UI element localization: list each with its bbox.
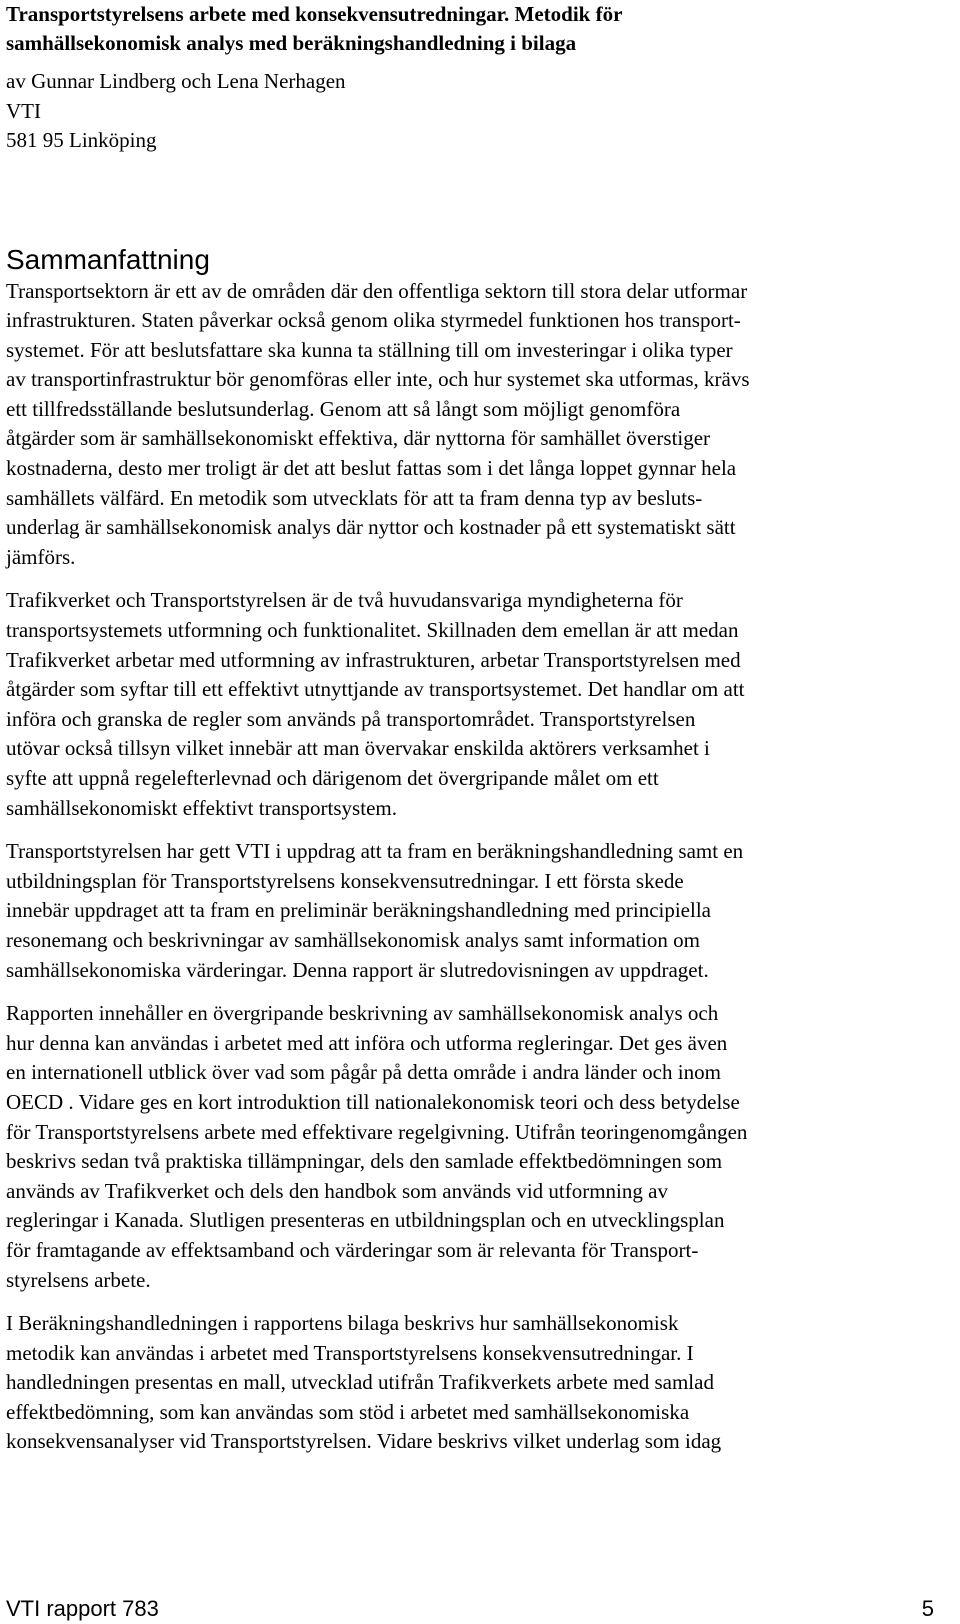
paragraph-line: används av Trafikverket och dels den handbok som används vid utformning av — [6, 1178, 668, 1203]
paragraph-line: regleringar i Kanada. Slutligen presenteras en utbildningsplan och en utvecklingsplan — [6, 1208, 725, 1233]
report-label: VTI rapport 783 — [6, 1596, 159, 1621]
author-names: av Gunnar Lindberg och Lena Nerhagen — [6, 69, 346, 93]
paragraph-line: Trafikverket arbetar med utformning av infrastrukturen, arbetar Transportstyrelsen med — [6, 647, 741, 672]
author-block — [6, 67, 936, 156]
paragraph-line: konsekvensanalyser vid Transportstyrelsen. Vidare beskrivs vilket underlag som idag — [6, 1429, 722, 1454]
title-line: Transportstyrelsens arbete med konsekvensutredningar. Metodik för — [6, 2, 623, 26]
paragraph-line: åtgärder som syftar till ett effektivt utnyttjande av transportsystemet. Det handlar om att — [6, 677, 745, 702]
paragraph-line: ett tillfredsställande beslutsunderlag. Genom att så långt som möjligt genomföra — [6, 396, 681, 421]
paragraph-line: beskrivs sedan två praktiska tillämpningar, dels den samlade effektbedömningen som — [6, 1149, 723, 1174]
paragraph-line: transportsystemets utformning och funktionalitet. Skillnaden dem emellan är att medan — [6, 618, 739, 643]
paragraph-line: Trafikverket och Transportstyrelsen är de två huvudansvariga myndigheterna för — [6, 588, 683, 613]
document-title — [6, 0, 936, 58]
paragraph — [6, 277, 936, 573]
address: 581 95 Linköping — [6, 128, 157, 152]
paragraph-line: resonemang och beskrivningar av samhällsekonomisk analys samt information om — [6, 927, 701, 952]
document-page — [6, 0, 936, 1457]
paragraph-line: systemet. För att beslutsfattare ska kunna ta ställning till om investeringar i olika typer — [6, 337, 733, 362]
paragraph-line: hur denna kan användas i arbetet med att införa och utforma regleringar. Det ges även — [6, 1030, 728, 1055]
page-number: 5 — [921, 1596, 934, 1621]
paragraph-line: Rapporten innehåller en övergripande beskrivning av samhällsekonomisk analys och — [6, 1001, 719, 1026]
section-heading: Sammanfattning — [6, 243, 210, 275]
paragraph-line: av transportinfrastruktur bör genomföras eller inte, och hur systemet ska utformas, krävs — [6, 367, 750, 392]
title-line: samhällsekonomisk analys med beräkningshandledning i bilaga — [6, 31, 577, 55]
paragraph-line: åtgärder som är samhällsekonomiskt effektiva, där nyttorna för samhället överstiger — [6, 426, 711, 451]
paragraph-line: Transportsektorn är ett av de områden där den offentliga sektorn till stora delar utformar — [6, 278, 748, 303]
paragraph-line: Transportstyrelsen har gett VTI i uppdrag att ta fram en beräkningshandledning samt en — [6, 839, 744, 864]
paragraph-line: effektbedömning, som kan användas som stöd i arbetet med samhällsekonomiska — [6, 1399, 690, 1424]
paragraph-line: utbildningsplan för Transportstyrelsens konsekvensutredningar. I ett första skede — [6, 868, 684, 893]
paragraph-line: samhällets välfärd. En metodik som utvecklats för att ta fram denna typ av besluts- — [6, 485, 703, 510]
paragraph-line: underlag är samhällsekonomisk analys där nyttor och kostnader på ett systematiskt sätt — [6, 515, 736, 540]
paragraph-line: I Beräkningshandledningen i rapportens bilaga beskrivs hur samhällsekonomisk — [6, 1311, 679, 1336]
paragraph-line: metodik kan användas i arbetet med Transportstyrelsens konsekvensutredningar. I — [6, 1340, 694, 1365]
paragraph — [6, 586, 936, 823]
paragraph-line: utövar också tillsyn vilket innebär att man övervakar enskilda aktörers verksamhet i — [6, 736, 710, 761]
paragraph-line: samhällsekonomiska värderingar. Denna rapport är slutredovisningen av uppdraget. — [6, 957, 709, 982]
paragraph — [6, 999, 936, 1295]
paragraph-line: jämförs. — [6, 544, 76, 569]
paragraph-line: kostnaderna, desto mer troligt är det att beslut fattas som i det långa loppet gynnar hela — [6, 456, 737, 481]
paragraph-line: införa och granska de regler som används på transportområdet. Transportstyrelsen — [6, 706, 696, 731]
paragraph — [6, 837, 936, 985]
paragraph-line: syfte att uppnå regelefterlevnad och därigenom det övergripande målet om ett — [6, 766, 659, 790]
paragraph — [6, 1309, 936, 1457]
paragraph-line: innebär uppdraget att ta fram en preliminär beräkningshandledning med principiella — [6, 898, 711, 923]
summary-body — [6, 277, 936, 1458]
paragraph-line: OECD . Vidare ges en kort introduktion till nationalekonomisk teori och dess betydelse — [6, 1089, 740, 1114]
paragraph-line: handledningen presentas en mall, utvecklad utifrån Trafikverkets arbete med samlad — [6, 1370, 714, 1395]
organization: VTI — [6, 98, 41, 123]
paragraph-line: samhällsekonomiskt effektivt transportsystem. — [6, 795, 397, 820]
paragraph-line: för Transportstyrelsens arbete med effektivare regelgivning. Utifrån teoringenomgången — [6, 1119, 748, 1144]
paragraph-line: för framtagande av effektsamband och värderingar som är relevanta för Transport- — [6, 1237, 699, 1262]
paragraph-line: infrastrukturen. Staten påverkar också genom olika styrmedel funktionen hos transport- — [6, 308, 741, 333]
paragraph-line: styrelsens arbete. — [6, 1267, 151, 1292]
paragraph-line: en internationell utblick över vad som pågår på detta område i andra länder och inom — [6, 1060, 721, 1085]
